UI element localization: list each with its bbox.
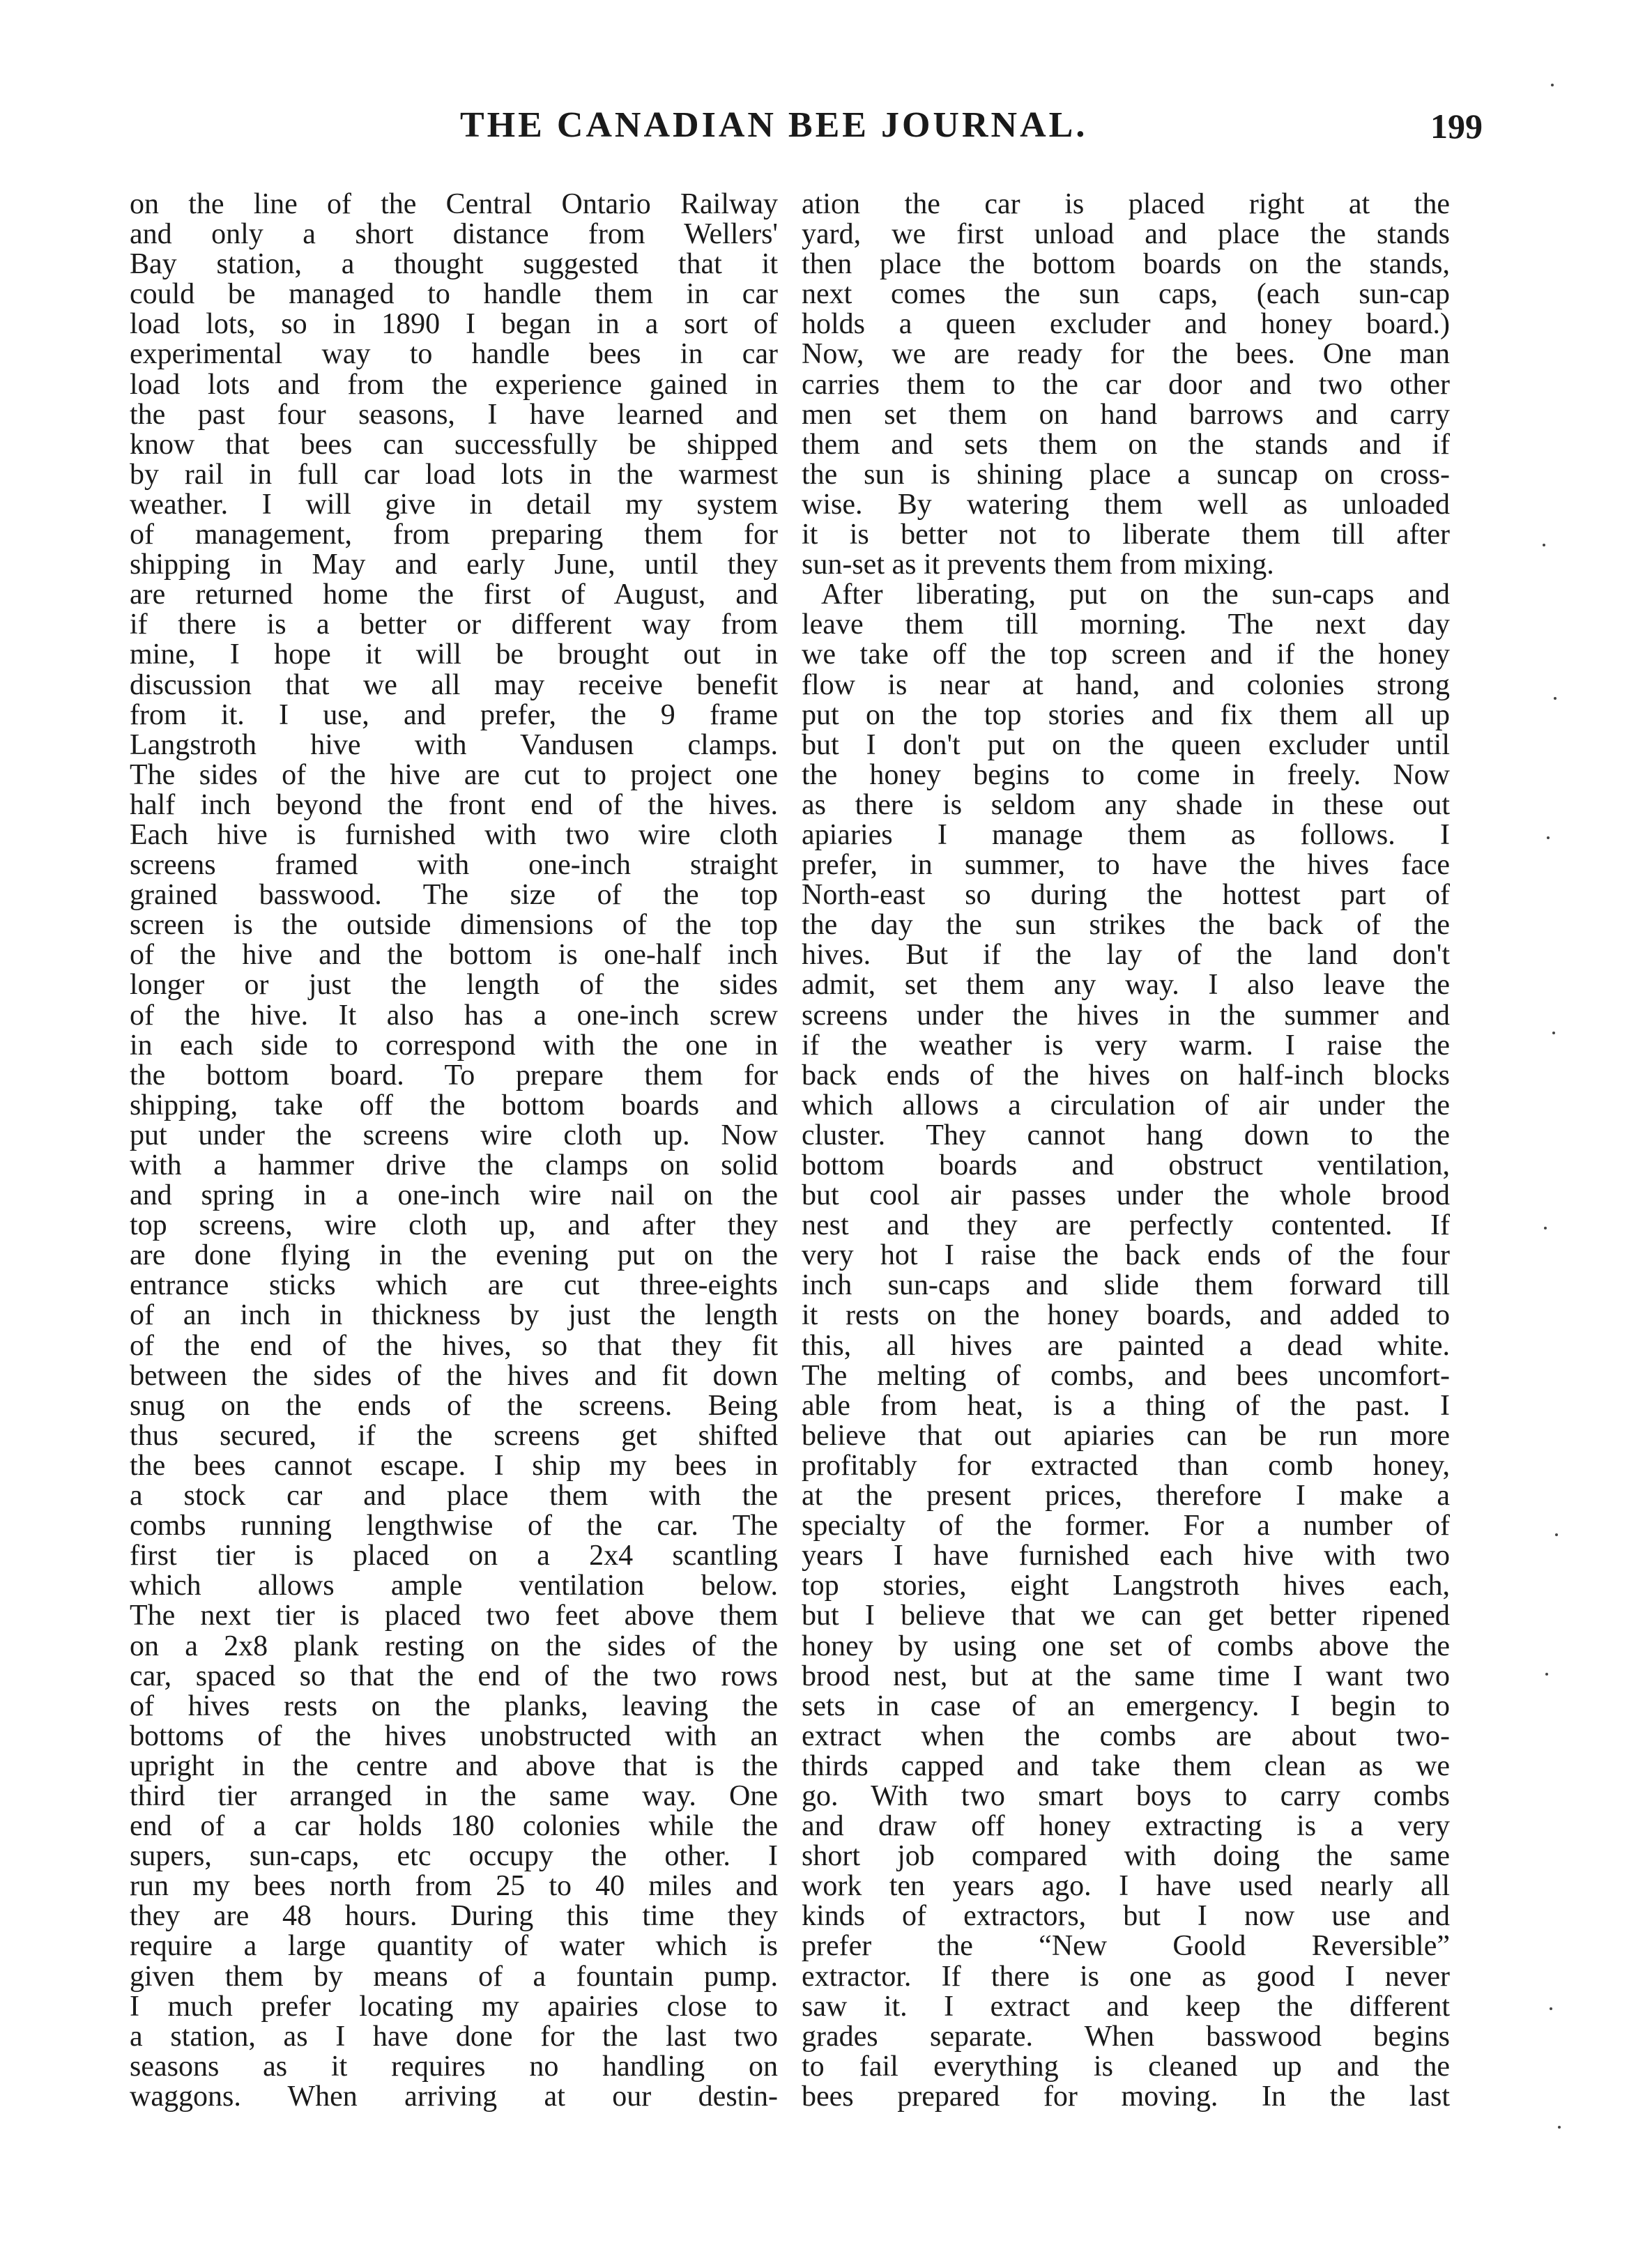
text-line: but I believe that we can get better ripened <box>802 1601 1450 1632</box>
ink-speck <box>1558 2126 1561 2129</box>
text-line: The melting of combs, and bees uncomfort- <box>802 1361 1450 1391</box>
text-line: thus secured, if the screens get shifted <box>130 1420 778 1451</box>
text-line: able from heat, is a thing of the past. I <box>802 1390 1450 1421</box>
text-line: screens framed with one-inch straight <box>130 850 778 881</box>
text-line: load lots and from the experience gained in <box>130 369 778 400</box>
ink-speck <box>1550 2007 1552 2010</box>
text-line: seasons as it requires no handling on <box>130 2051 778 2082</box>
text-line: of the hive. It also has a one-inch screw <box>130 1000 778 1031</box>
text-line: the sun is shining place a suncap on cross- <box>802 459 1450 490</box>
text-line: which allows a circulation of air under the <box>802 1090 1450 1121</box>
text-line: North-east so during the hottest part of <box>802 880 1450 911</box>
text-line: discussion that we all may receive benefit <box>130 670 778 700</box>
text-line: The sides of the hive are cut to project one <box>130 760 778 790</box>
text-line: as there is seldom any shade in these out <box>802 790 1450 820</box>
text-line: first tier is placed on a 2x4 scantling <box>130 1541 778 1572</box>
text-line: leave them till morning. The next day <box>802 610 1450 641</box>
text-line: men set them on hand barrows and carry <box>802 399 1450 430</box>
text-line: Each hive is furnished with two wire cloth <box>130 820 778 851</box>
text-line: are done flying in the evening put on the <box>130 1241 778 1271</box>
text-line: know that bees can successfully be shipped <box>130 429 778 460</box>
text-line: could be managed to handle them in car <box>130 279 778 310</box>
text-line: and draw off honey extracting is a very <box>802 1811 1450 1842</box>
text-line: it is better not to liberate them till after <box>802 520 1450 551</box>
text-line: weather. I will give in detail my system <box>130 489 778 521</box>
text-line: the past four seasons, I have learned and <box>130 399 778 430</box>
text-line: Langstroth hive with Vandusen clamps. <box>130 730 778 760</box>
text-line: of management, from preparing them for <box>130 520 778 551</box>
ink-speck <box>1552 1032 1555 1034</box>
text-line: wise. By watering them well as unloaded <box>802 489 1450 521</box>
text-line: put on the top stories and fix them all up <box>802 700 1450 730</box>
text-line: the bees cannot escape. I ship my bees in <box>130 1450 778 1482</box>
text-line: bees prepared for moving. In the last <box>802 2081 1450 2112</box>
text-line: supers, sun-caps, etc occupy the other. I <box>130 1841 778 1872</box>
text-line: then place the bottom boards on the stands, <box>802 250 1450 280</box>
text-line: by rail in full car load lots in the warmest <box>130 459 778 490</box>
text-line: Now, we are ready for the bees. One man <box>802 339 1450 370</box>
text-line: in each side to correspond with the one in <box>130 1030 778 1061</box>
text-line: but cool air passes under the whole brood <box>802 1181 1450 1211</box>
text-line: from it. I use, and prefer, the 9 frame <box>130 700 778 730</box>
text-line: require a large quantity of water which is <box>130 1931 778 1962</box>
text-line: The next tier is placed two feet above them <box>130 1601 778 1632</box>
text-line: they are 48 hours. During this time they <box>130 1901 778 1932</box>
text-line: work ten years ago. I have used nearly all <box>802 1871 1450 1902</box>
text-line: thirds capped and take them clean as we <box>802 1751 1450 1782</box>
text-line: between the sides of the hives and fit down <box>130 1361 778 1391</box>
text-line: top screens, wire cloth up, and after they <box>130 1211 778 1241</box>
text-line: After liberating, put on the sun-caps and <box>821 580 1450 611</box>
left-column <box>130 190 778 2112</box>
text-line: entrance sticks which are cut three-eights <box>130 1271 778 1301</box>
text-line: short job compared with doing the same <box>802 1841 1450 1872</box>
text-line: of an inch in thickness by just the length <box>130 1301 778 1331</box>
text-line: the bottom board. To prepare them for <box>130 1060 778 1091</box>
text-line: extractor. If there is one as good I never <box>802 1961 1450 1992</box>
text-line: go. With two smart boys to carry combs <box>802 1781 1450 1812</box>
text-line: honey by using one set of combs above the <box>802 1631 1450 1662</box>
running-head: THE CANADIAN BEE JOURNAL. <box>460 105 1088 145</box>
text-line: this, all hives are painted a dead white. <box>802 1331 1450 1361</box>
text-line: half inch beyond the front end of the hives. <box>130 790 778 820</box>
text-line: grades separate. When basswood begins <box>802 2021 1450 2052</box>
text-line: believe that out apiaries can be run more <box>802 1420 1450 1451</box>
ink-speck <box>1543 544 1545 546</box>
text-line: third tier arranged in the same way. One <box>130 1781 778 1812</box>
text-line: screens under the hives in the summer and <box>802 1000 1450 1031</box>
text-line: which allows ample ventilation below. <box>130 1571 778 1602</box>
ink-speck <box>1554 697 1557 700</box>
text-line: on a 2x8 plank resting on the sides of the <box>130 1631 778 1662</box>
text-line: top stories, eight Langstroth hives each, <box>802 1571 1450 1602</box>
text-line: the honey begins to come in freely. Now <box>802 760 1450 790</box>
text-line: kinds of extractors, but I now use and <box>802 1901 1450 1932</box>
ink-speck <box>1545 1673 1548 1676</box>
text-line: a stock car and place them with the <box>130 1481 778 1512</box>
text-line: inch sun-caps and slide them forward till <box>802 1271 1450 1301</box>
text-line: and spring in a one-inch wire nail on the <box>130 1181 778 1211</box>
text-line: back ends of the hives on half-inch blocks <box>802 1060 1450 1091</box>
text-line: sets in case of an emergency. I begin to <box>802 1691 1450 1722</box>
text-line: prefer the “New Goold Reversible” <box>802 1931 1450 1962</box>
text-line: bottom boards and obstruct ventilation, <box>802 1151 1450 1181</box>
text-line: but I don't put on the queen excluder until <box>802 730 1450 760</box>
text-line: if the weather is very warm. I raise the <box>802 1030 1450 1061</box>
text-line: load lots, so in 1890 I began in a sort of <box>130 309 778 340</box>
text-line: specialty of the former. For a number of <box>802 1511 1450 1542</box>
text-line: and only a short distance from Wellers' <box>130 220 778 250</box>
text-line: the day the sun strikes the back of the <box>802 910 1450 941</box>
text-line: screen is the outside dimensions of the top <box>130 910 778 941</box>
text-line: profitably for extracted than comb honey, <box>802 1450 1450 1482</box>
text-line: cluster. They cannot hang down to the <box>802 1120 1450 1151</box>
text-line: experimental way to handle bees in car <box>130 339 778 370</box>
text-line: if there is a better or different way from <box>130 610 778 641</box>
text-line: next comes the sun caps, (each sun-cap <box>802 279 1450 310</box>
text-line: hives. But if the lay of the land don't <box>802 940 1450 971</box>
text-line: shipping in May and early June, until they <box>130 550 778 581</box>
text-line: of the hive and the bottom is one-half inch <box>130 940 778 971</box>
text-line: waggons. When arriving at our destin- <box>130 2081 778 2112</box>
text-line: given them by means of a fountain pump. <box>130 1961 778 1992</box>
text-line: we take off the top screen and if the honey <box>802 640 1450 671</box>
ink-speck <box>1555 1533 1558 1536</box>
text-line: are returned home the first of August, and <box>130 580 778 611</box>
text-line: at the present prices, therefore I make a <box>802 1481 1450 1512</box>
text-line: ation the car is placed right at the <box>802 190 1450 220</box>
text-line: I much prefer locating my apairies close to <box>130 1991 778 2022</box>
text-line: apiaries I manage them as follows. I <box>802 820 1450 851</box>
text-line: mine, I hope it will be brought out in <box>130 640 778 671</box>
text-line: with a hammer drive the clamps on solid <box>130 1151 778 1181</box>
text-line: extract when the combs are about two- <box>802 1721 1450 1752</box>
text-line: combs running lengthwise of the car. The <box>130 1511 778 1542</box>
ink-speck <box>1551 84 1554 86</box>
text-line: run my bees north from 25 to 40 miles and <box>130 1871 778 1902</box>
text-line: on the line of the Central Ontario Railway <box>130 190 778 220</box>
ink-speck <box>1547 836 1550 839</box>
text-line: shipping, take off the bottom boards and <box>130 1090 778 1121</box>
text-line: yard, we first unload and place the stands <box>802 220 1450 250</box>
page-number: 199 <box>1430 107 1483 146</box>
text-line: brood nest, but at the same time I want two <box>802 1661 1450 1692</box>
text-line: admit, set them any way. I also leave the <box>802 970 1450 1001</box>
text-line: of hives rests on the planks, leaving the <box>130 1691 778 1722</box>
text-line: flow is near at hand, and colonies strong <box>802 670 1450 700</box>
text-line: of the end of the hives, so that they fit <box>130 1331 778 1361</box>
text-line: sun-set as it prevents them from mixing. <box>802 550 1274 581</box>
text-line: a station, as I have done for the last two <box>130 2021 778 2052</box>
text-line: upright in the centre and above that is the <box>130 1751 778 1782</box>
text-line: it rests on the honey boards, and added to <box>802 1301 1450 1331</box>
ink-speck <box>1544 1227 1547 1229</box>
text-line: prefer, in summer, to have the hives face <box>802 850 1450 881</box>
right-column <box>802 190 1450 2112</box>
text-line: holds a queen excluder and honey board.) <box>802 309 1450 340</box>
text-line: longer or just the length of the sides <box>130 970 778 1001</box>
text-line: nest and they are perfectly contented. If <box>802 1211 1450 1241</box>
text-line: Bay station, a thought suggested that it <box>130 250 778 280</box>
margin-specks <box>1538 70 1566 2230</box>
text-line: bottoms of the hives unobstructed with an <box>130 1721 778 1752</box>
text-line: them and sets them on the stands and if <box>802 429 1450 460</box>
text-line: saw it. I extract and keep the different <box>802 1991 1450 2022</box>
text-line: put under the screens wire cloth up. Now <box>130 1120 778 1151</box>
text-line: end of a car holds 180 colonies while the <box>130 1811 778 1842</box>
text-line: very hot I raise the back ends of the four <box>802 1241 1450 1271</box>
text-line: years I have furnished each hive with two <box>802 1541 1450 1572</box>
text-line: car, spaced so that the end of the two rows <box>130 1661 778 1692</box>
text-line: grained basswood. The size of the top <box>130 880 778 911</box>
text-line: carries them to the car door and two other <box>802 369 1450 400</box>
text-line: to fail everything is cleaned up and the <box>802 2051 1450 2082</box>
text-line: snug on the ends of the screens. Being <box>130 1390 778 1421</box>
